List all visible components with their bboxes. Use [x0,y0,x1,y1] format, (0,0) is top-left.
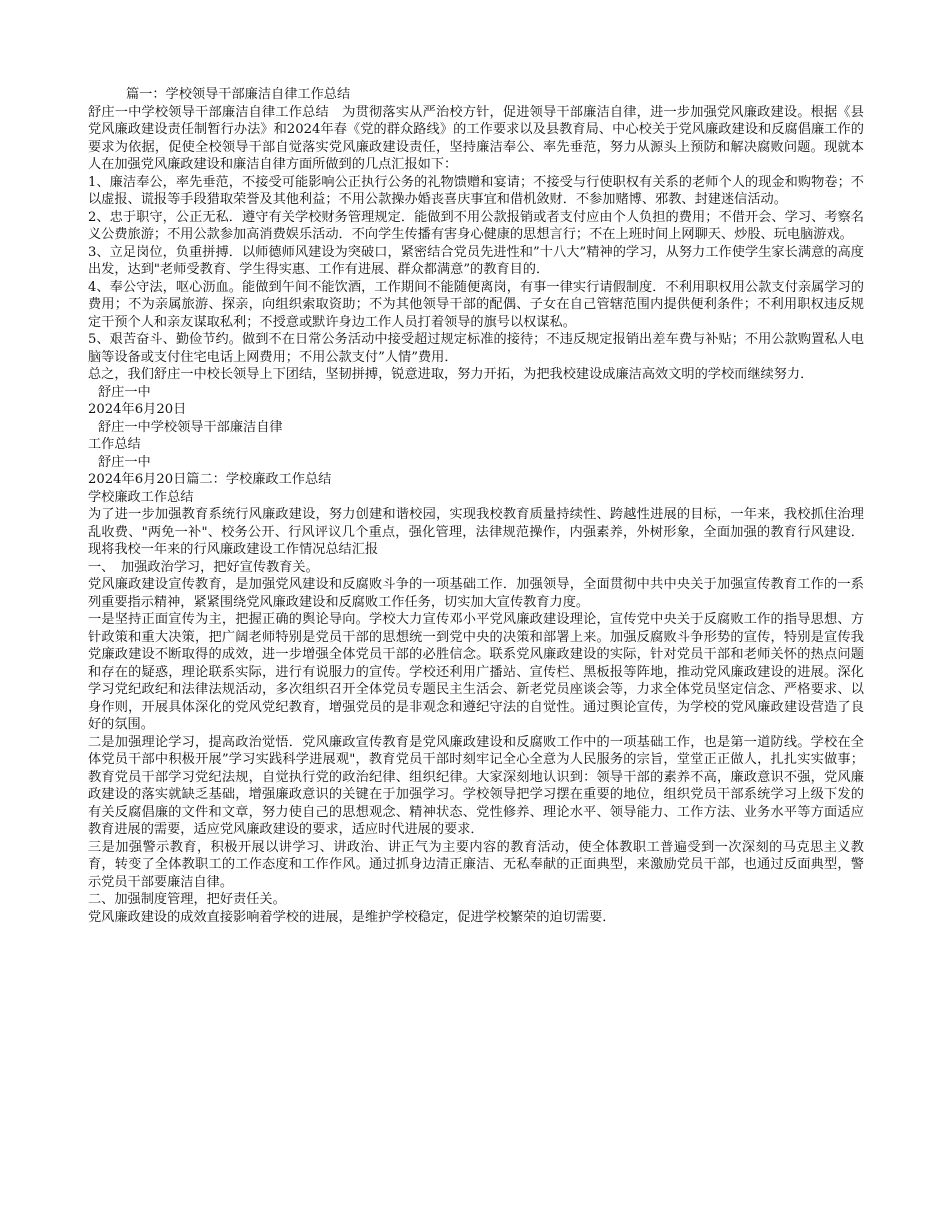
signature-school-2: 舒庄一中 [98,454,151,470]
paragraph-conclusion: 总之，我们舒庄一中校长领导上下团结，坚韧拼搏，锐意进取，努力开拓，为把我校建设成廉洁高效文明的学校而继续努力． [88,367,814,382]
paragraph-item-4: 4、奉公守法，呕心沥血。能做到午间不能饮酒，工作期间不能随便离岗，有事一律实行请假制度．不利用职权用公款支付亲属学习的费用；不为亲属旅游、探亲，向组织索取资助；不为其他领导干部的配偶、子女在自己管辖范围内提供便利条件；不利用职权违反规定干预个人和亲友谋取私利；不授意或默许身边工作人员打着领导的旗号以权谋私。 [88,279,864,330]
paragraph-item-1: 1、廉洁奉公，率先垂范，不接受可能影响公正执行公务的礼物馈赠和宴请；不接受与行使职权有关系的老师个人的现金和购物卷；不以虚报、谎报等手段猎取荣誉及其他利益；不用公款操办婚丧喜庆事宜和借机敛财．不参加赌博、邪教、封建迷信活动。 [88,174,864,207]
section-2-heading-1: 一、 加强政治学习，把好宣传教育关。 [88,559,319,575]
section-2-para-5: 党风廉政建设的成效直接影响着学校的进展，是维护学校稳定，促进学校繁荣的迫切需要． [88,909,616,925]
section-2-para-3: 二是加强理论学习，提高政治觉悟．党风廉政宣传教育是党风廉政建设和反腐败工作中的一项基础工作，也是第一道防线。学校在全体党员干部中积极开展”学习实践科学进展观"，教育党员干部时刻牢记全心全意为人民服务的宗旨，堂堂正正做人，扎扎实实做事；教育党员干部学习党纪法规，自觉执行党的政治纪律、组织纪律。大家深刻地认识到：领导干部的素养不高，廉政意识不强，党风廉政建设的落实就缺乏基础，增强廉政意识的关键在于加强学习。学校领导把学习摆在重要的地位，组织党员干部系统学习上级下发的有关反腐倡廉的文件和文章，努力使自己的思想观念、精神状态、党性修养、理论水平、领导能力、工作方法、业务水平等方面适应教育进展的需要，适应党风廉政建设的要求，适应时代进展的要求． [88,734,864,837]
paragraph-intro: 舒庄一中学校领导干部廉洁自律工作总结 为贯彻落实从严治校方针，促进领导干部廉洁自律，进一步加强党风廉政建设。根据《县党风廉政建设责任制暂行办法》和2024年春《党的群众路线》的工作要求以及县教育局、中心校关于党风廉政建设和反腐倡廉工作的要求为依据，促使全校领导干部自觉落实党风廉政建设责任，坚持廉洁奉公、率先垂范，努力从源头上预防和解决腐败问题。现就本人在加强党风廉政建设和廉洁自律方面所做到的几点汇报如下： [88,104,864,172]
signature-school: 舒庄一中 [98,384,151,400]
section-2-para-2: 一是坚持正面宣传为主，把握正确的舆论导向。学校大力宣传邓小平党风廉政建设理论，宣传党中央关于反腐败工作的指导思想、方针政策和重大决策，把广阔老师特别是党员干部的思想统一到党中央的决策和部署上来。加强反腐败斗争形势的宣传，特别是宣传我党廉政建设不断取得的成效，进一步增强全体党员干部的必胜信念。联系党风廉政建设的实际，针对党员干部和老师关怀的热点问题和存在的疑惑，理论联系实际，进行有说服力的宣传。学校还利用广播站、宣传栏、黑板报等阵地，推动党风廉政建设的进展。深化学习党纪政纪和法律法规活动，多次组织召开全体党员专题民主生活会、新老党员座谈会等，力求全体党员坚定信念、严格要求、以身作则，开展具体深化的党风党纪教育，增强党员的是非观念和遵纪守法的自觉性。通过舆论宣传，为学校的党风廉政建设营造了良好的氛围。 [88,612,864,732]
section-2-heading: 学校廉政工作总结 [88,489,194,505]
section-2-para-4: 三是加强警示教育，积极开展以讲学习、讲政治、讲正气为主要内容的教育活动，使全体教职工普遍受到一次深刻的马克思主义教育，转变了全体教职工的工作态度和工作作风。通过抓身边清正廉洁、无私奉献的正面典型，来激励党员干部，也通过反面典型，警示党员干部要廉洁自律。 [88,839,864,890]
section-2-para-1: 党风廉政建设宣传教育，是加强党风建设和反腐败斗争的一项基础工作．加强领导，全面贯彻中共中央关于加强宣传教育工作的一系列重要指示精神，紧紧围绕党风廉政建设和反腐败工作任务，切实加大宣传教育力度。 [88,577,864,610]
repeat-title-cont: 工作总结 [88,437,141,452]
repeat-title: 舒庄一中学校领导干部廉洁自律 [98,419,283,435]
section-title-1: 篇一：学校领导干部廉洁自律工作总结 [126,87,351,102]
signature-date-and-section-title-2: 2024年6月20日篇二：学校廉政工作总结 [88,472,332,487]
section-2-intro: 为了进一步加强教育系统行风廉政建设，努力创建和谐校园，实现我校教育质量持续性、跨越性进展的目标，一年来，我校抓住治理乱收费、"两免一补"、校务公开、行风评议几个重点，强化管理，法律规范操作，内强素养，外树形象，全面加强的教育行风建设．现将我校一年来的行风廉政建设工作情况总结汇报 [88,507,864,557]
paragraph-item-3: 3、立足岗位，负重拼搏．以师德师风建设为突破口，紧密结合党员先进性和”十八大”精神的学习，从努力工作使学生家长满意的高度出发，达到"老师受教育、学生得实惠、工作有进展、群众都满意”的教育目的． [88,244,864,277]
signature-date: 2024年6月20日 [88,402,187,417]
paragraph-item-2: 2、忠于职守，公正无私．遵守有关学校财务管理规定．能做到不用公款报销或者支付应由个人负担的费用；不借开会、学习、考察名义公费旅游；不用公款参加高消费娱乐活动．不向学生传播有害身心健康的思想言行；不在上班时间上网聊天、炒股、玩电脑游戏。 [88,209,864,242]
section-2-heading-2: 二、加强制度管理，把好责任关。 [88,892,286,907]
document-body [88,86,864,926]
paragraph-item-5: 5、艰苦奋斗、勤俭节约。做到不在日常公务活动中接受超过规定标准的接待；不违反规定报销出差车费与补贴；不用公款购置私人电脑等设备或支付住宅电话上网费用；不用公款支付”人情”费用． [88,332,864,365]
